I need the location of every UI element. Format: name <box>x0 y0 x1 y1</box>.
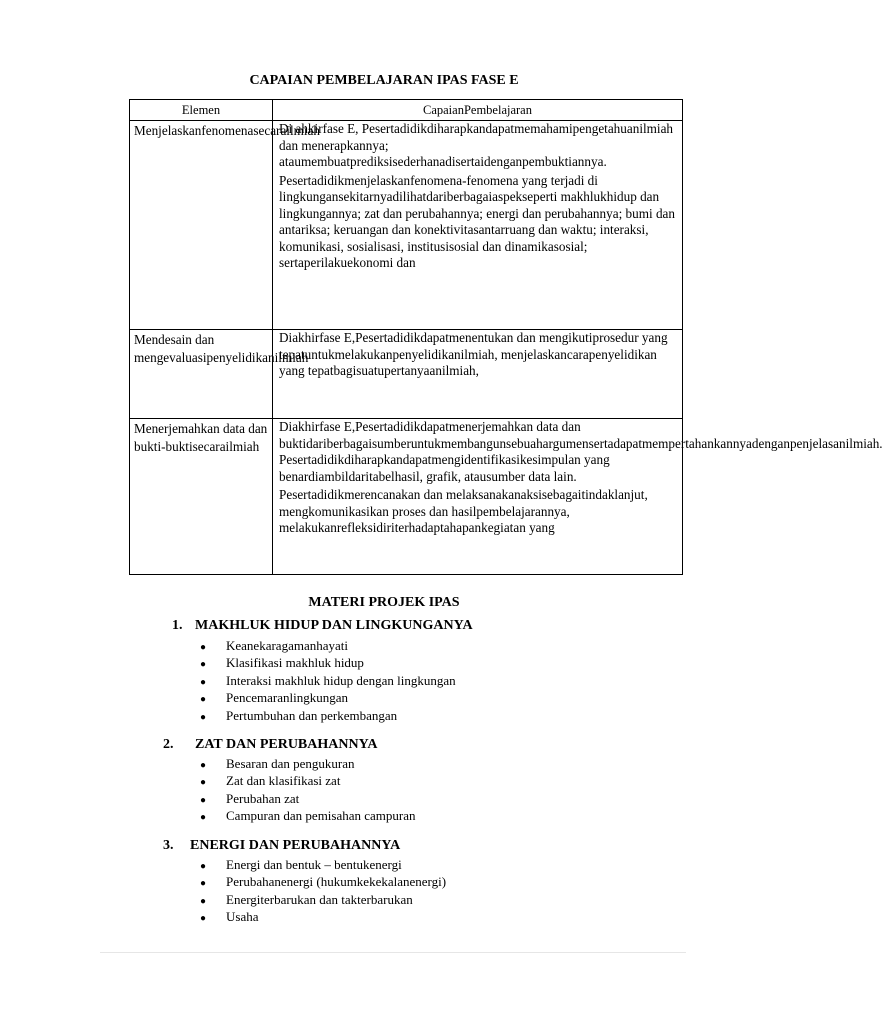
list-item <box>200 908 446 925</box>
bullet-icon: ● <box>200 760 207 771</box>
elemen-cell <box>130 121 321 330</box>
elemen-text: Menjelaskanfenomenasecarailmiah <box>134 123 321 138</box>
item-text: Perubahanenergi (hukumkekekalanenergi) <box>226 874 447 890</box>
capaian-paragraph: Diakhirfase E,Pesertadidikdapatmenentukan dan mengikutiprosedur yang tepatuntukmelakukanpenyelidikanilmiah, menjelaskancarapenyelidikan yang tepatbagisuatupertanyaanilmiah, <box>279 330 668 378</box>
section-title: ZAT DAN PERUBAHANNYA <box>195 737 378 752</box>
bullet-icon: ● <box>200 676 207 688</box>
item-text: Perubahan zat <box>226 790 300 806</box>
bullet-icon: ● <box>200 812 207 824</box>
section-number: 3. <box>163 838 174 853</box>
capaian-paragraph: Pesertadidikmerencanakan dan melaksanakanaksisebagaitindaklanjut, mengkomunikasikan proses dan hasilpembelajarannya, melakukanrefleksidiriterhadaptahapankegiatan yang <box>279 487 648 535</box>
capaian-text <box>273 419 883 573</box>
list-item <box>200 755 416 772</box>
list-item <box>200 654 456 671</box>
bullet-icon: ● <box>200 878 207 890</box>
table-row <box>130 330 683 419</box>
bullet-icon: ● <box>200 777 207 789</box>
list-item <box>200 873 446 890</box>
table-header-row <box>130 100 683 121</box>
item-text: Energi dan bentuk – bentukenergi <box>226 857 402 872</box>
item-text: Energiterbarukan dan takterbarukan <box>226 891 413 907</box>
list-item <box>200 689 456 706</box>
list-item <box>200 891 446 908</box>
bullet-icon: ● <box>200 861 207 872</box>
table-row <box>130 121 683 330</box>
item-text: Usaha <box>226 909 259 925</box>
item-text: Campuran dan pemisahan campuran <box>226 808 416 824</box>
section-item-list <box>200 755 416 825</box>
bullet-icon: ● <box>200 711 207 723</box>
item-text: Klasifikasi makhluk hidup <box>226 655 364 671</box>
capaian-paragraph: Diakhirfase E,Pesertadidikdapatmenerjemahkan data dan buktidariberbagaisumberuntukmembangunsebuahargumensertadapatmempertahankannyadenganpenjelasanilmiah. Pesertadidikdiharapkandapatmengidentifikasikesimpulan yang benardiambildaritabelhasil, grafik, atausumber data lain. <box>279 419 883 484</box>
item-text: Keanekaragamanhayati <box>226 638 348 653</box>
capaian-paragraph: Pesertadidikmenjelaskanfenomena-fenomena yang terjadi di lingkungansekitarnyadilihatdariberbagaiaspekseperti makhlukhidup dan lingkungannya; zat dan perubahannya; energi dan perubahannya; bumi dan antariksa; keruangan dan konektivitasantarruang dan waktu; interaksi, komunikasi, sosialisasi, institusisosial dan dinamikasosial; sertaperilakuekonomi dan <box>279 172 675 270</box>
section-number: 1. <box>172 618 183 633</box>
section-heading <box>172 618 473 634</box>
section-title: MAKHLUK HIDUP DAN LINGKUNGANYA <box>195 618 473 633</box>
capaian-table <box>129 99 883 575</box>
elemen-cell <box>130 419 273 575</box>
elemen-text: Menerjemahkan data dan bukti-buktisecarailmiah <box>134 421 268 454</box>
bullet-icon: ● <box>200 794 207 806</box>
section-heading <box>163 838 400 854</box>
list-item <box>200 672 456 689</box>
list-item <box>200 772 416 789</box>
page-divider <box>100 952 686 953</box>
bullet-icon: ● <box>200 642 207 653</box>
section-item-list <box>200 856 446 926</box>
bullet-icon: ● <box>200 913 207 925</box>
materi-title: MATERI PROJEK IPAS <box>308 595 460 610</box>
section-heading <box>163 737 378 753</box>
capaian-paragraph: Di ahkirfase E, Pesertadidikdiharapkandapatmemahamipengetahuanilmiah dan menerapkannya; ataumembuatprediksisederhanadisertaidenganpembuktiannya. <box>279 121 674 169</box>
table-row <box>130 419 683 575</box>
item-text: Besaran dan pengukuran <box>226 756 355 771</box>
section-number: 2. <box>163 737 174 752</box>
section-title: ENERGI DAN PERUBAHANNYA <box>190 838 401 853</box>
list-item <box>200 637 456 654</box>
bullet-icon: ● <box>200 694 207 706</box>
capaian-cell <box>273 330 683 419</box>
capaian-text <box>273 121 682 328</box>
item-text: Interaksi makhluk hidup dengan lingkungan <box>226 672 456 688</box>
item-text: Pertumbuhan dan perkembangan <box>226 707 398 723</box>
header-elemen: Elemen <box>130 100 273 121</box>
list-item <box>200 790 416 807</box>
bullet-icon: ● <box>200 895 207 907</box>
capaian-cell <box>273 419 883 575</box>
list-item <box>200 707 456 724</box>
item-text: Pencemaranlingkungan <box>226 690 349 706</box>
header-capaian: CapaianPembelajaran <box>273 100 683 121</box>
elemen-cell <box>130 330 309 419</box>
list-item <box>200 807 416 824</box>
capaian-text <box>273 330 682 417</box>
section-item-list <box>200 637 456 724</box>
document-title: CAPAIAN PEMBELAJARAN IPAS FASE E <box>249 73 519 88</box>
elemen-text: Mendesain dan mengevaluasipenyelidikanilmiah <box>134 332 309 365</box>
capaian-cell <box>273 121 683 330</box>
bullet-icon: ● <box>200 659 207 671</box>
item-text: Zat dan klasifikasi zat <box>226 773 341 789</box>
list-item <box>200 856 446 873</box>
